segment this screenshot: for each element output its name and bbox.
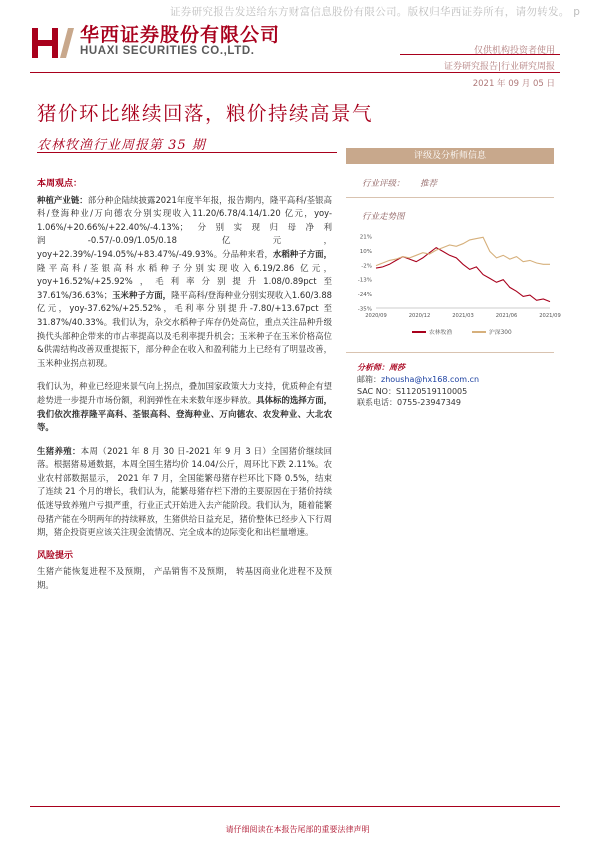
company-name-cn: 华西证券股份有限公司 [80,24,281,46]
huaxi-logo-icon [30,24,74,62]
section-heading-risk: 风险提示 [37,550,74,561]
section-heading-views: 本周观点： [37,179,83,189]
trend-chart-title: 行业走势图 [362,212,405,222]
rating-panel-header: 评级及分析师信息 [346,148,554,164]
watermark: 证券研究报告发送给东方财富信息股份有限公司。版权归华西证券所有，请勿转发。 p [170,6,581,18]
x-tick-label: 2021/06 [495,313,518,319]
panel-divider [346,197,554,198]
y-tick-label: -2% [361,263,372,270]
report-type: 证券研究报告|行业研究周报 [443,62,555,72]
x-tick-label: 2021/03 [452,313,474,319]
email-label: 邮箱： [357,374,381,384]
text-run: 我们认为，种业已经迎来景气向上拐点，叠加国家政策大力支持，优质种企有望趁势进一步提升市场份额，利润弹性在未来数年逐步释放。 [37,381,332,405]
legal-notice: 请仔细阅读在本报告尾部的重要法律声明 [225,825,370,834]
phone-number: 0755-23947349 [397,398,461,408]
phone-label: 联系电话： [357,398,397,408]
rating-label: 行业评级： [362,179,405,189]
trend-chart [350,228,561,346]
report-title: 猪价环比继续回落，粮价持续高景气 [37,102,374,125]
analyst-label: 分析师： [357,363,389,372]
x-tick-label: 2020/12 [408,313,431,319]
bold-run: 种植产业链： [37,194,88,205]
y-tick-label: 10% [359,248,372,255]
sac-number: S1120519110005 [395,386,468,396]
y-tick-label: -13% [357,277,372,284]
footer-rule [30,806,560,807]
legend-label: 沪深300 [489,330,512,336]
analyst-info [357,362,557,409]
bold-run: 水稻种子方面， [272,248,332,259]
paragraph-recommendation [37,380,332,434]
paragraph-risk: 生猪产能恢复进程不及预期， 产品销售不及预期， 转基因商业化进程不及预期。 [37,566,332,591]
panel-divider-analyst [346,352,554,353]
bold-run: 生猪养殖： [37,445,81,456]
subtitle-rule [37,152,337,153]
legend-label: 农林牧渔 [429,330,453,336]
text-run: 隆平高科/登海种业分别实现收入1.60/3.88 亿元，yoy-37.62%/+25.52%，毛利率分别提升-7.80/+13.67pct 至 31.87%/40.33%。我们认为，杂交水稻种子库存仍处高位，重点关注品种升级换代头部种企带来的市占率提高以及毛利率提升机会；玉米种子在玉米价格高位&供需结构改善双重提振下，部分种企在收入和盈利能力上已经有了明显改善，玉米种业拐点初现。 [37,289,333,368]
body-column [37,178,332,603]
series-line [376,237,550,265]
series-line [376,248,550,302]
sac-label: SAC NO： [357,386,396,396]
bold-run: 具体标的选择方面，我们依次推荐隆平高科、荃银高科、登海种业、万向德农、农发种业、大北农等。 [37,394,333,433]
report-date: 2021 年 09 月 05 日 [472,79,555,89]
y-tick-label: -35% [357,306,372,313]
paragraph-planting [37,194,332,371]
text-run: 部分种企陆续披露2021年度半年报，报告期内，隆平高科/荃银高科/登海种业/万向德农分别实现收入11.20/6.78/4.14/1.20 亿元，yoy-1.06%/+20.66%/+22.40%/-4.13%；分别实现归母净利润-0.57/-0.09/1.05/0.18 亿元，yoy+22.39%/-194.05%/+83.47%/-49.93%。分品种来看， [37,194,333,259]
x-tick-label: 2021/09 [539,313,561,319]
report-subtitle: 农林牧渔行业周报第 35 期 [37,138,206,153]
y-tick-label: -24% [357,292,372,299]
company-name-en: HUAXI SECURITIES CO.,LTD. [80,45,255,57]
text-run: 隆平高科/荃银高科水稻种子分别实现收入6.19/2.86 亿元，yoy+16.52%/+25.92%，毛利率分别提升1.08/0.89pct至37.61%/36.63%； [37,262,332,300]
paragraph-hog [37,445,332,540]
rating-value: 推荐 [420,179,438,189]
email-link[interactable]: zhousha@hx168.com.cn [381,374,480,384]
header-rule [400,54,560,55]
x-tick-label: 2020/09 [365,313,387,319]
text-run: 本周（2021 年 8 月 30 日-2021 年 9 月 3 日）全国猪价继续回落。根据猪易通数据，本周全国生猪均价 14.04/公斤，周环比下跌 2.11%。农业农村部数据显示， 2021 年 7 月，全国能繁母猪存栏环比下降 0.5%，结束了连续 21 个月的增长，我们认为，能繁母猪存栏下滑的主要原因在于猪价持续低迷导致养殖户亏损严重，行业正式开始进入去产能阶段。我们认为，随着能繁母猪产能在今明两年的持续释放，生猪供给日益充足，猪价整体已经步入下行周期，猪企投资更应该关注现金流情况、完全成本的边际变化和出栏量增速。 [37,445,333,538]
audience-note: 仅供机构投资者使用 [473,46,555,56]
analyst-name: 周莎 [389,363,405,372]
y-tick-label: 21% [359,234,372,241]
bold-run: 玉米种子方面， [112,289,172,300]
header-rule-main [30,72,560,73]
